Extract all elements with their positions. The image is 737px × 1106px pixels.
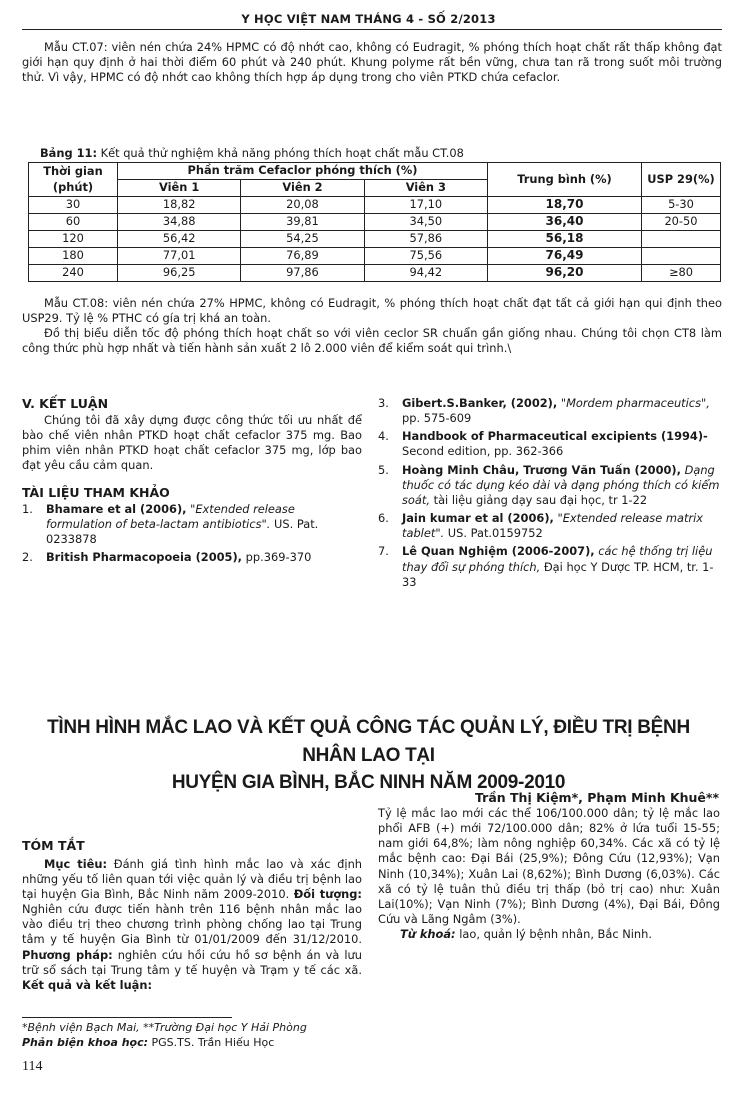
- ct08-paragraph: Mẫu CT.08: viên nén chứa 27% HPMC, không có Eudragit, % phóng thích hoạt chất đạt tất cả giới hạn qui định theo USP29. Tỷ lệ % PTHC có gía trị khá an toàn.: [22, 296, 722, 326]
- reference-author: Handbook of Pharmaceutical excipients (1994)-: [402, 429, 708, 444]
- cell-usp: [642, 231, 721, 248]
- keywords-label: Từ khoá:: [400, 927, 456, 942]
- cell-tablet-3: 57,86: [364, 231, 487, 248]
- cell-tablet-3: 34,50: [364, 214, 487, 231]
- running-header: Y HỌC VIỆT NAM THÁNG 4 - SỐ 2/2013: [241, 12, 496, 26]
- cell-tablet-2: 54,25: [241, 231, 364, 248]
- conclusion-text: Chúng tôi đã xây dựng được công thức tối ưu nhất để bào chế viên nhân PTKD hoạt chất cefaclor 375 mg. Bao phim viên nhân PTKD hoạt chất cefaclor 375 mg, lớp bao đạt yêu cầu cảm quan.: [22, 412, 362, 473]
- cell-tablet-2: 20,08: [241, 197, 364, 214]
- cell-average: 76,49: [488, 248, 642, 265]
- cell-tablet-3: 75,56: [364, 248, 487, 265]
- reference-number: 1.: [22, 501, 33, 516]
- cell-tablet-1: 56,42: [118, 231, 241, 248]
- reference-rest: US. Pat. 0233878: [46, 517, 319, 547]
- reference-rest: Đại học Y Dược TP. HCM, tr. 1-33: [402, 559, 714, 589]
- abstract-right-column: [378, 806, 720, 942]
- table-row: [29, 231, 721, 248]
- reference-item: [378, 511, 720, 541]
- reference-title: "Extended release formulation of beta-lactam antibiotics".: [46, 501, 295, 532]
- keywords: [378, 927, 720, 942]
- header-usp: USP 29(%): [642, 163, 721, 197]
- cell-time: 120: [29, 231, 118, 248]
- article-title-line-1: TÌNH HÌNH MẮC LAO VÀ KẾT QUẢ CÔNG TÁC QUẢN LÝ, ĐIỀU TRỊ BỆNH NHÂN LAO TẠI: [47, 717, 690, 766]
- reference-title: Dạng thuốc có tác dụng kéo dài và dạng phóng thích có kiểm soát,: [402, 462, 720, 507]
- reviewer-name: PGS.TS. Trần Hiếu Học: [148, 1035, 275, 1049]
- intro-section: [22, 40, 722, 85]
- reference-item: [22, 550, 362, 565]
- cell-tablet-1: 18,82: [118, 197, 241, 214]
- reference-author: Bhamare et al (2006),: [46, 501, 187, 516]
- right-column: [378, 396, 720, 593]
- cell-usp: 5-30: [642, 197, 721, 214]
- header-tablet-3: Viên 3: [364, 180, 487, 197]
- cell-tablet-3: 94,42: [364, 265, 487, 282]
- left-column: [22, 396, 362, 569]
- author-affiliations: *Bệnh viện Bạch Mai, **Trường Đại học Y Hải Phòng: [22, 1021, 307, 1034]
- header-group: Phần trăm Cefaclor phóng thích (%): [118, 163, 488, 180]
- references-list-left: [22, 502, 362, 566]
- cell-tablet-3: 17,10: [364, 197, 487, 214]
- subject-text: Nghiên cứu được tiến hành trên 116 bệnh nhân mắc lao vào điều trị theo chương trình phòng chống lao tại Trung tâm y tế huyện Gia Bình từ 01/01/2009 đến 31/12/2010.: [22, 902, 362, 947]
- reference-item: [378, 429, 720, 459]
- table-row: [29, 265, 721, 282]
- header-time: Thời gian (phút): [29, 163, 118, 197]
- cell-time: 60: [29, 214, 118, 231]
- release-results-table: [28, 162, 721, 282]
- cell-tablet-2: 76,89: [241, 248, 364, 265]
- article-title-line-2: HUYỆN GIA BÌNH, BẮC NINH NĂM 2009-2010: [171, 772, 566, 794]
- article-title: [20, 714, 717, 797]
- reference-number: 3.: [378, 396, 389, 410]
- reference-title: "Extended release matrix tablet".: [402, 511, 703, 541]
- cell-time: 30: [29, 197, 118, 214]
- table-header-row: [29, 163, 721, 180]
- reference-author: Gibert.S.Banker, (2002),: [402, 396, 558, 410]
- reference-author: Lê Quan Nghiệm (2006-2007),: [402, 544, 595, 559]
- graph-paragraph: Đồ thị biểu diễn tốc độ phóng thích hoạt chất so với viên ceclor SR chuẩn gần giống nhau. Chúng tôi chọn CT8 làm công thức phù hợp nhất và tiến hành sản xuất 2 lô 2.000 viên để kiểm soát qui trình.\: [22, 326, 722, 356]
- reference-rest: US. Pat.0159752: [444, 526, 543, 541]
- abstract-left-column: [22, 838, 362, 993]
- objective-label: Mục tiêu:: [44, 856, 108, 871]
- conclusion-heading: V. KẾT LUẬN: [22, 396, 109, 411]
- result-text: Tỷ lệ mắc lao mới các thể 106/100.000 dân; tỷ lệ mắc lao phổi AFB (+) mới 72/100.000 dân; 82% ở lứa tuổi 15-55; nam giới 64,8%; làm nông nghiệp 60,34%. Các xã có tỷ lệ mắc bệnh cao: Đại Bái (25,9%); Đông Cứu (12,93%); Vạn Ninh (10,34%); Xuân Lai (8,62%); Bình Dương (6,03%). Các xã có tỷ lệ tuân thủ điều trị thấp (bỏ trị cao) như: Xuân Lai(10%); Vạn Ninh (7%); Bình Dương (4%), Đại Bái, Đông Cứu và Lãng Ngâm (3%).: [378, 806, 720, 927]
- cell-average: 96,20: [488, 265, 642, 282]
- reference-item: [378, 396, 720, 426]
- reference-author: British Pharmacopoeia (2005),: [46, 550, 243, 565]
- table-row: [29, 197, 721, 214]
- cell-tablet-1: 77,01: [118, 248, 241, 265]
- reference-number: 5.: [378, 462, 389, 477]
- abstract-heading: TÓM TẮT: [22, 838, 85, 853]
- header-divider: [22, 29, 722, 30]
- reference-author: Jain kumar et al (2006),: [402, 511, 554, 526]
- keywords-text: lao, quản lý bệnh nhân, Bắc Ninh.: [455, 927, 652, 942]
- subject-label: Đối tượng:: [293, 886, 362, 901]
- method-label: Phương pháp:: [22, 947, 113, 962]
- result-label: Kết quả và kết luận:: [22, 977, 153, 992]
- reference-item: [22, 502, 362, 547]
- cell-average: 36,40: [488, 214, 642, 231]
- reference-number: 2.: [22, 550, 33, 565]
- reference-author: Hoàng Minh Châu, Trương Văn Tuấn (2000),: [402, 462, 681, 477]
- reference-rest: pp. 575-609: [402, 411, 472, 426]
- cell-tablet-1: 34,88: [118, 214, 241, 231]
- table-row: [29, 248, 721, 265]
- cell-average: 18,70: [488, 197, 642, 214]
- cell-tablet-1: 96,25: [118, 265, 241, 282]
- cell-usp: ≥80: [642, 265, 721, 282]
- references-heading: TÀI LIỆU THAM KHẢO: [22, 485, 170, 501]
- reference-rest: Second edition, pp. 362-366: [402, 444, 564, 459]
- cell-average: 56,18: [488, 231, 642, 248]
- cell-tablet-2: 39,81: [241, 214, 364, 231]
- references-list-right: [378, 396, 720, 590]
- reviewer-line: [22, 1036, 382, 1051]
- method-text: nghiên cứu hồi cứu hồ sơ bệnh án và lưu trữ sổ sách tại Trung tâm y tế huyện và Trạm y tế các xã.: [22, 947, 362, 977]
- reference-number: 6.: [378, 511, 389, 526]
- intro-paragraph: Mẫu CT.07: viên nén chứa 24% HPMC có độ nhớt cao, không có Eudragit, % phóng thích hoạt chất rất thấp không đạt giới hạn quy định ở hai thời điểm 60 phút và 240 phút. Khung polyme rất bền vững, chưa tan rã trong suốt môi trường thử. Vì vậy, HPMC có độ nhớt cao không thích hợp áp dụng trong cho viên PTKD chứa cefaclor.: [22, 40, 722, 85]
- header-tablet-2: Viên 2: [241, 180, 364, 197]
- reference-item: [378, 544, 720, 589]
- article-authors: Trần Thị Kiệm*, Phạm Minh Khuê**: [475, 790, 719, 805]
- table-caption-text: Kết quả thử nghiệm khả năng phóng thích hoạt chất mẫu CT.08: [97, 146, 464, 160]
- post-table-section: [22, 296, 722, 357]
- reference-rest: tài liệu giảng dạy sau đại học, tr 1-22: [429, 492, 648, 507]
- reference-rest: pp.369-370: [242, 550, 312, 565]
- cell-time: 180: [29, 248, 118, 265]
- reference-number: 7.: [378, 544, 389, 559]
- cell-usp: [642, 248, 721, 265]
- table-caption-label: Bảng 11:: [40, 146, 98, 160]
- cell-tablet-2: 97,86: [241, 265, 364, 282]
- reference-number: 4.: [378, 429, 389, 444]
- header-tablet-1: Viên 1: [118, 180, 241, 197]
- reviewer-label: Phản biện khoa học:: [22, 1035, 149, 1049]
- cell-usp: 20-50: [642, 214, 721, 231]
- footnote: [22, 1021, 382, 1050]
- cell-time: 240: [29, 265, 118, 282]
- table-row: [29, 214, 721, 231]
- page-number: 114: [22, 1059, 43, 1074]
- objective-text: Đánh giá tình hình mắc lao và xác định những yếu tố liên quan tới việc quản lý và điều trị bệnh lao tại huyện Gia Bình, Bắc Ninh năm 2009-2010.: [22, 856, 363, 901]
- footnote-divider: [22, 1017, 232, 1018]
- header-average: Trung bình (%): [488, 163, 642, 197]
- abstract-body: [22, 857, 362, 993]
- reference-title: "Mordem pharmaceutics",: [557, 396, 710, 410]
- table-caption: [40, 146, 464, 161]
- reference-item: [378, 463, 720, 508]
- reference-title: các hệ thống trị liệu thay đổi sự phóng thích,: [402, 544, 713, 574]
